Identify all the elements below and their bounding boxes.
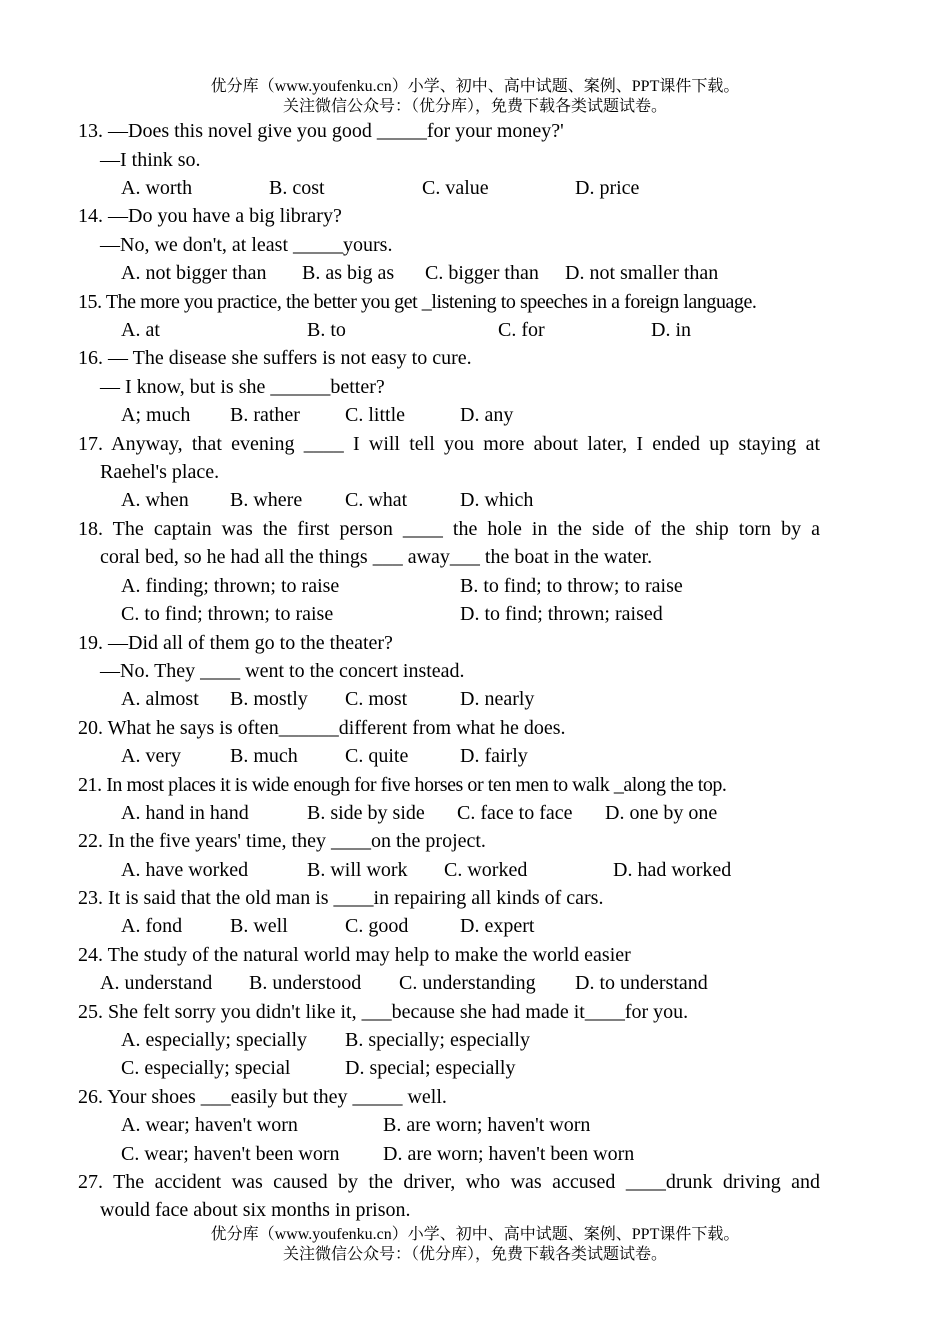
option-c[interactable]: C. good bbox=[345, 915, 409, 937]
option-d[interactable]: D. expert bbox=[460, 915, 535, 937]
question-18-stem: 18. The captain was the first person ____ the hole in the side of the ship torn by a bbox=[78, 518, 820, 540]
option-b[interactable]: B. will work bbox=[307, 859, 408, 881]
question-25-stem: 25. She felt sorry you didn't like it, ___because she had made it____for you. bbox=[78, 1001, 689, 1023]
option-a[interactable]: A. understand bbox=[100, 972, 213, 994]
option-a[interactable]: A. when bbox=[121, 489, 189, 511]
option-c[interactable]: C. understanding bbox=[399, 972, 536, 994]
header-line-2: 关注微信公众号：（优分库），免费下载各类试题试卷。 bbox=[282, 98, 667, 115]
option-a[interactable]: A. finding; thrown; to raise bbox=[121, 575, 340, 597]
footer-line-2: 关注微信公众号：（优分库），免费下载各类试题试卷。 bbox=[282, 1246, 667, 1263]
option-c[interactable]: C. to find; thrown; to raise bbox=[121, 603, 334, 625]
option-b[interactable]: B. understood bbox=[249, 972, 362, 994]
option-b[interactable]: B. are worn; haven't worn bbox=[383, 1114, 591, 1136]
option-c[interactable]: C. little bbox=[345, 404, 405, 426]
option-d[interactable]: D. not smaller than bbox=[565, 262, 719, 284]
option-c[interactable]: C. worked bbox=[444, 859, 528, 881]
option-c[interactable]: C. wear; haven't been worn bbox=[121, 1143, 340, 1165]
question-17-stem-cont: Raehel's place. bbox=[100, 461, 220, 483]
option-c[interactable]: C. value bbox=[422, 177, 489, 199]
option-a[interactable]: A. very bbox=[121, 745, 181, 767]
question-13-reply: —I think so. bbox=[100, 149, 201, 171]
option-b[interactable]: B. much bbox=[230, 745, 298, 767]
question-20-stem: 20. What he says is often______different from what he does. bbox=[78, 717, 566, 739]
question-14-stem: 14. —Do you have a big library? bbox=[78, 205, 342, 227]
question-26-stem: 26. Your shoes ___easily but they _____ well. bbox=[78, 1086, 447, 1108]
option-a[interactable]: A. wear; haven't worn bbox=[121, 1114, 298, 1136]
option-d[interactable]: D. to find; thrown; raised bbox=[460, 603, 663, 625]
question-21-stem: 21. In most places it is wide enough for five horses or ten men to walk _along the top. bbox=[78, 774, 727, 796]
question-19-reply: —No. They ____ went to the concert instead. bbox=[100, 660, 465, 682]
question-16-stem: 16. — The disease she suffers is not easy to cure. bbox=[78, 347, 472, 369]
question-27-stem: 27. The accident was caused by the driver, who was accused ____drunk driving and bbox=[78, 1171, 820, 1193]
option-c[interactable]: C. what bbox=[345, 489, 408, 511]
page-header bbox=[0, 77, 950, 117]
option-d[interactable]: D. nearly bbox=[460, 688, 535, 710]
option-d[interactable]: D. in bbox=[651, 319, 691, 341]
option-b[interactable]: B. side by side bbox=[307, 802, 425, 824]
footer-line-1: 优分库（www.youfenku.cn）小学、初中、高中试题、案例、PPT课件下载。 bbox=[210, 1226, 740, 1243]
question-23-stem: 23. It is said that the old man is ____in repairing all kinds of cars. bbox=[78, 887, 604, 909]
option-b[interactable]: B. cost bbox=[269, 177, 325, 199]
question-24-stem: 24. The study of the natural world may help to make the world easier bbox=[78, 944, 631, 966]
question-17-stem: 17. Anyway, that evening ____ I will tell you more about later, I ended up staying at bbox=[78, 433, 820, 455]
option-b[interactable]: B. rather bbox=[230, 404, 300, 426]
option-c[interactable]: C. for bbox=[498, 319, 545, 341]
option-d[interactable]: D. one by one bbox=[605, 802, 718, 824]
option-a[interactable]: A. worth bbox=[121, 177, 193, 199]
option-a[interactable]: A. hand in hand bbox=[121, 802, 249, 824]
option-a[interactable]: A; much bbox=[121, 404, 191, 426]
option-c[interactable]: C. quite bbox=[345, 745, 409, 767]
option-b[interactable]: B. where bbox=[230, 489, 303, 511]
option-d[interactable]: D. which bbox=[460, 489, 534, 511]
option-c[interactable]: C. most bbox=[345, 688, 408, 710]
option-d[interactable]: D. to understand bbox=[575, 972, 708, 994]
option-d[interactable]: D. price bbox=[575, 177, 640, 199]
page-footer bbox=[0, 1225, 950, 1265]
option-c[interactable]: C. bigger than bbox=[425, 262, 539, 284]
option-b[interactable]: B. specially; especially bbox=[345, 1029, 530, 1051]
option-b[interactable]: B. mostly bbox=[230, 688, 308, 710]
option-b[interactable]: B. to find; to throw; to raise bbox=[460, 575, 683, 597]
question-22-stem: 22. In the five years' time, they ____on the project. bbox=[78, 830, 486, 852]
header-line-1: 优分库（www.youfenku.cn）小学、初中、高中试题、案例、PPT课件下载。 bbox=[210, 78, 740, 95]
option-a[interactable]: A. almost bbox=[121, 688, 199, 710]
option-a[interactable]: A. not bigger than bbox=[121, 262, 267, 284]
option-a[interactable]: A. fond bbox=[121, 915, 183, 937]
question-16-reply: — I know, but is she ______better? bbox=[100, 376, 385, 398]
option-a[interactable]: A. especially; specially bbox=[121, 1029, 308, 1051]
option-d[interactable]: D. special; especially bbox=[345, 1057, 516, 1079]
question-15-stem: 15. The more you practice, the better you get _listening to speeches in a foreign language. bbox=[78, 291, 757, 313]
question-13-stem: 13. —Does this novel give you good _____for your money?' bbox=[78, 120, 564, 142]
option-d[interactable]: D. fairly bbox=[460, 745, 528, 767]
option-b[interactable]: B. as big as bbox=[302, 262, 395, 284]
question-27-stem-cont: would face about six months in prison. bbox=[100, 1199, 411, 1221]
option-d[interactable]: D. any bbox=[460, 404, 514, 426]
option-a[interactable]: A. at bbox=[121, 319, 160, 341]
option-b[interactable]: B. well bbox=[230, 915, 288, 937]
option-c[interactable]: C. especially; special bbox=[121, 1057, 291, 1079]
option-d[interactable]: D. had worked bbox=[613, 859, 732, 881]
question-18-stem-cont: coral bed, so he had all the things ___ away___ the boat in the water. bbox=[100, 546, 653, 568]
option-d[interactable]: D. are worn; haven't been worn bbox=[383, 1143, 635, 1165]
option-c[interactable]: C. face to face bbox=[457, 802, 573, 824]
question-14-reply: —No, we don't, at least _____yours. bbox=[100, 234, 393, 256]
option-b[interactable]: B. to bbox=[307, 319, 346, 341]
question-19-stem: 19. —Did all of them go to the theater? bbox=[78, 632, 393, 654]
option-a[interactable]: A. have worked bbox=[121, 859, 249, 881]
